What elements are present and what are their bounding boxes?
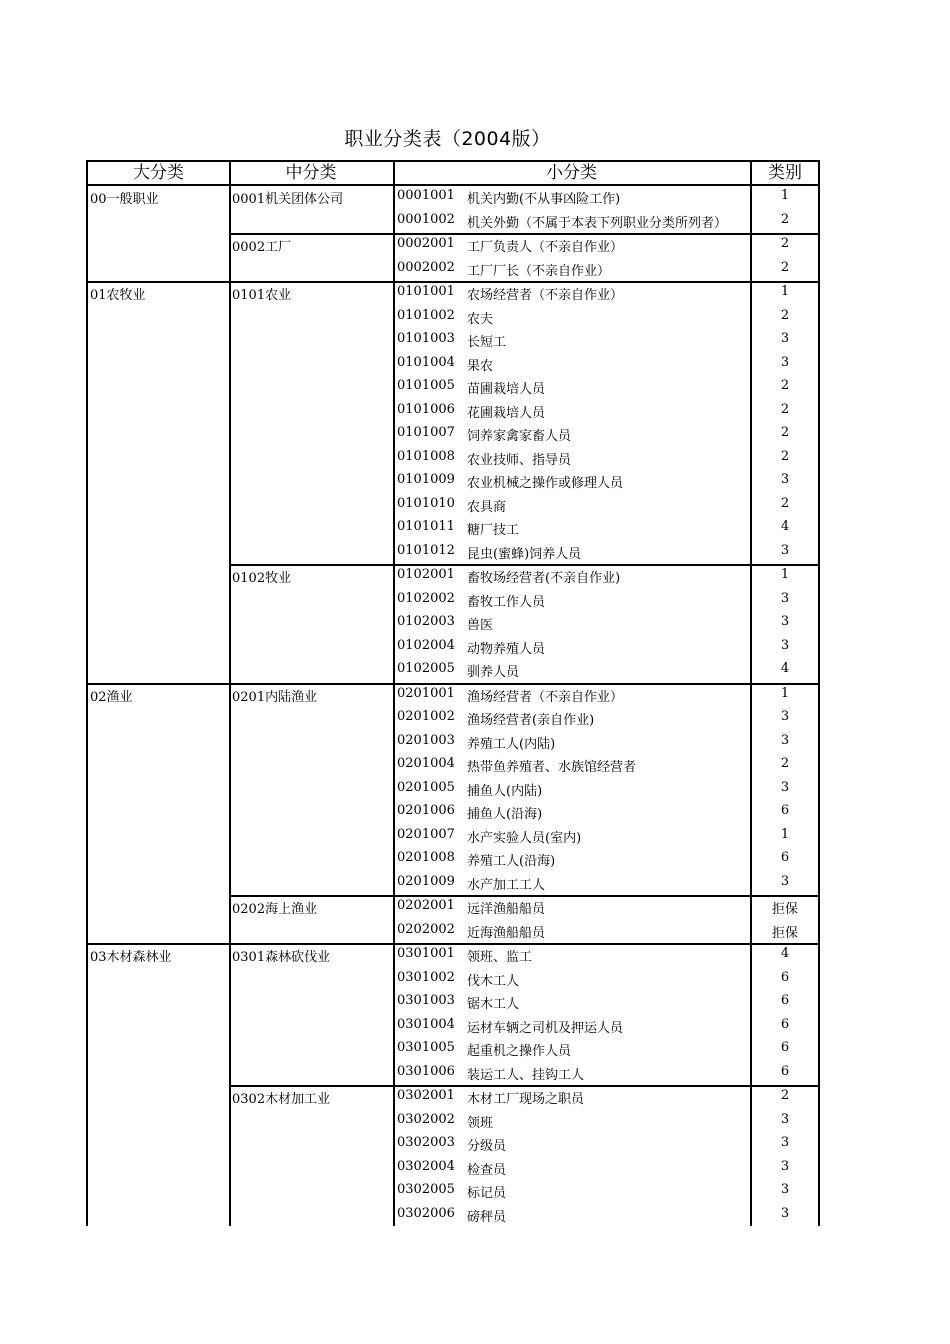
occupation-code: 0002001: [397, 236, 455, 251]
occupation-code: 0101009: [397, 472, 455, 487]
occupation-name: 畜牧工作人员: [467, 594, 546, 610]
risk-category: 2: [780, 756, 790, 771]
occupation-code: 0301002: [397, 969, 455, 985]
risk-category: 6: [780, 850, 790, 865]
occupation-name: 养殖工人(沿海): [467, 854, 556, 869]
table-row: [395, 1064, 818, 1088]
occupation-code: 0101007: [397, 425, 455, 440]
table-row: [395, 308, 818, 332]
middle-separator: [229, 564, 818, 566]
page-title: 职业分类表（2004版）: [344, 128, 551, 150]
table-row: [395, 993, 818, 1017]
major-separator: [88, 281, 818, 283]
table-row: [395, 638, 818, 662]
occupation-code: 0102002: [397, 590, 455, 606]
table-row: [395, 970, 818, 994]
table-row: [395, 614, 818, 638]
occupation-name: 机关外勤（不属于本表下列职业分类所列者）: [467, 215, 728, 231]
occupation-name: 兽医: [467, 618, 494, 633]
risk-category: 3: [780, 1135, 790, 1150]
table-row: [395, 1088, 818, 1112]
table-row: [395, 355, 818, 379]
occupation-name: 动物养殖人员: [467, 641, 546, 657]
occupation-name: 水产加工工人: [467, 877, 546, 893]
occupation-table: [86, 160, 820, 1226]
occupation-name: 工厂负责人（不亲自作业）: [467, 240, 624, 255]
occupation-code: 0201009: [397, 873, 455, 889]
risk-category: 3: [780, 1205, 790, 1221]
occupation-name: 昆虫(蜜蜂)饲养人员: [467, 546, 582, 562]
risk-category: 3: [780, 590, 790, 606]
risk-category: 3: [780, 1111, 790, 1127]
occupation-code: 0102001: [397, 567, 455, 582]
occupation-code: 0102003: [397, 614, 455, 629]
occupation-name: 水产实验人员(室内): [467, 830, 582, 846]
risk-category: 6: [780, 1063, 790, 1079]
table-row: [395, 709, 818, 733]
table-row: [395, 591, 818, 615]
occupation-name: 饲养家禽家畜人员: [467, 429, 572, 444]
risk-category: 拒保: [771, 925, 798, 941]
header-minor: 小分类: [546, 163, 597, 183]
table-row: [395, 898, 818, 922]
occupation-code: 0302005: [397, 1182, 455, 1197]
table-row: [395, 756, 818, 780]
table-row: [395, 260, 818, 284]
middle-separator: [229, 895, 818, 897]
occupation-name: 农业技师、指导员: [467, 452, 572, 468]
occupation-name: 驯养人员: [467, 665, 520, 680]
occupation-code: 0101003: [397, 331, 455, 346]
middle-category-label: 0302木材加工业: [232, 1092, 331, 1107]
risk-category: 3: [780, 614, 790, 629]
occupation-name: 磅秤员: [467, 1209, 507, 1225]
occupation-code: 0101005: [397, 378, 455, 393]
risk-category: 1: [780, 685, 790, 701]
major-category-label: 03木材森林业: [90, 950, 172, 965]
occupation-code: 0201006: [397, 803, 455, 818]
occupation-code: 0101012: [397, 542, 455, 558]
table-row: [395, 567, 818, 591]
risk-category: 3: [780, 637, 790, 653]
occupation-code: 0301006: [397, 1063, 455, 1079]
occupation-code: 0201004: [397, 756, 455, 771]
occupation-name: 捕鱼人(内陆): [467, 783, 543, 799]
risk-category: 3: [780, 354, 790, 370]
risk-category: 6: [780, 969, 790, 985]
risk-category: 3: [780, 1182, 790, 1197]
risk-category: 1: [780, 826, 790, 842]
major-category-label: 02渔业: [90, 689, 133, 705]
table-row: [395, 188, 818, 212]
occupation-name: 养殖工人(内陆): [467, 736, 556, 752]
occupation-code: 0201001: [397, 685, 455, 701]
table-row: [395, 733, 818, 757]
table-row: [395, 472, 818, 496]
table-row: [395, 922, 818, 946]
risk-category: 拒保: [771, 902, 798, 917]
risk-category: 2: [780, 259, 790, 275]
risk-category: 6: [780, 1016, 790, 1032]
occupation-code: 0101008: [397, 448, 455, 464]
table-row: [395, 543, 818, 567]
occupation-code: 0102005: [397, 661, 455, 676]
table-row: [395, 378, 818, 402]
occupation-code: 0201005: [397, 779, 455, 795]
table-row: [395, 1040, 818, 1064]
major-separator: [88, 943, 818, 945]
occupation-name: 热带鱼养殖者、水族馆经营者: [467, 760, 637, 775]
occupation-code: 0301003: [397, 993, 455, 1008]
middle-category-label: 0102牧业: [232, 571, 292, 586]
occupation-code: 0101001: [397, 284, 455, 299]
occupation-code: 0201003: [397, 732, 455, 748]
occupation-name: 远洋渔船船员: [467, 902, 546, 917]
table-row: [395, 425, 818, 449]
risk-category: 3: [780, 331, 790, 346]
occupation-name: 标记员: [467, 1186, 507, 1201]
occupation-name: 苗圃栽培人员: [467, 382, 546, 397]
occupation-code: 0102004: [397, 637, 455, 653]
risk-category: 4: [780, 946, 790, 961]
occupation-code: 0201007: [397, 826, 455, 842]
header-category: 类别: [768, 163, 802, 183]
occupation-name: 领班、监工: [467, 950, 533, 965]
occupation-name: 领班: [467, 1115, 494, 1131]
risk-category: 3: [780, 873, 790, 889]
table-row: [395, 284, 818, 308]
middle-category-label: 0101农业: [232, 288, 292, 303]
risk-category: 2: [780, 307, 790, 323]
risk-category: 2: [780, 425, 790, 440]
occupation-name: 畜牧场经营者(不亲自作业): [467, 571, 621, 586]
table-header: [88, 162, 818, 186]
occupation-code: 0101004: [397, 354, 455, 370]
risk-category: 2: [780, 211, 790, 227]
occupation-code: 0302002: [397, 1111, 455, 1127]
header-major: 大分类: [133, 163, 184, 183]
table-row: [395, 780, 818, 804]
table-row: [395, 1017, 818, 1041]
middle-separator: [229, 1085, 818, 1087]
table-row: [395, 1159, 818, 1183]
risk-category: 2: [780, 1088, 790, 1103]
major-category-label: 01农牧业: [90, 288, 146, 303]
table-row: [395, 946, 818, 970]
occupation-code: 0101010: [397, 495, 455, 511]
occupation-name: 装运工人、挂钩工人: [467, 1067, 585, 1083]
occupation-code: 0202002: [397, 921, 455, 937]
occupation-name: 运材车辆之司机及押运人员: [467, 1020, 624, 1036]
table-row: [395, 331, 818, 355]
occupation-name: 农业机械之操作或修理人员: [467, 476, 624, 491]
table-row: [395, 1112, 818, 1136]
middle-category-label: 0001机关团体公司: [232, 192, 344, 207]
occupation-name: 锯木工人: [467, 997, 520, 1012]
table-row: [395, 212, 818, 236]
risk-category: 2: [780, 378, 790, 393]
occupation-name: 渔场经营者(亲自作业): [467, 713, 595, 728]
occupation-name: 果农: [467, 358, 494, 374]
occupation-code: 0302003: [397, 1135, 455, 1150]
risk-category: 3: [780, 1158, 790, 1174]
occupation-code: 0302006: [397, 1205, 455, 1221]
major-category-label: 00一般职业: [90, 192, 159, 207]
risk-category: 3: [780, 709, 790, 724]
occupation-code: 0201008: [397, 850, 455, 865]
occupation-code: 0001002: [397, 211, 455, 227]
occupation-name: 工厂厂长（不亲自作业）: [467, 263, 611, 279]
occupation-code: 0301004: [397, 1016, 455, 1032]
occupation-name: 渔场经营者（不亲自作业）: [467, 689, 624, 705]
middle-category-label: 0202海上渔业: [232, 902, 318, 917]
occupation-code: 0302001: [397, 1088, 455, 1103]
table-row: [395, 827, 818, 851]
risk-category: 1: [780, 188, 790, 203]
risk-category: 1: [780, 567, 790, 582]
table-row: [395, 402, 818, 426]
risk-category: 2: [780, 401, 790, 417]
risk-category: 3: [780, 732, 790, 748]
column-divider: [229, 162, 231, 1226]
header-middle: 中分类: [285, 163, 337, 183]
table-row: [395, 449, 818, 473]
occupation-name: 检查员: [467, 1162, 507, 1178]
risk-category: 2: [780, 495, 790, 511]
occupation-name: 农夫: [467, 311, 494, 327]
risk-category: 2: [780, 448, 790, 464]
occupation-name: 农具商: [467, 499, 507, 515]
occupation-code: 0101006: [397, 401, 455, 417]
occupation-name: 糖厂技工: [467, 523, 520, 538]
risk-category: 3: [780, 472, 790, 487]
risk-category: 1: [780, 284, 790, 299]
table-row: [395, 874, 818, 898]
risk-category: 6: [780, 993, 790, 1008]
table-row: [395, 686, 818, 710]
occupation-name: 长短工: [467, 335, 507, 350]
risk-category: 4: [780, 519, 790, 534]
occupation-name: 起重机之操作人员: [467, 1044, 572, 1059]
middle-category-label: 0002工厂: [232, 240, 292, 255]
occupation-name: 近海渔船船员: [467, 925, 546, 941]
major-separator: [88, 683, 818, 685]
middle-category-label: 0301森林砍伐业: [232, 950, 331, 965]
occupation-code: 0101011: [397, 519, 455, 534]
occupation-name: 分级员: [467, 1139, 507, 1154]
risk-category: 6: [780, 1040, 790, 1055]
occupation-code: 0301001: [397, 946, 455, 961]
occupation-name: 农场经营者（不亲自作业）: [467, 288, 624, 303]
risk-category: 2: [780, 236, 790, 251]
risk-category: 4: [780, 661, 790, 676]
occupation-name: 伐木工人: [467, 973, 520, 989]
occupation-name: 捕鱼人(沿海): [467, 807, 543, 822]
table-row: [395, 1206, 818, 1230]
table-row: [395, 803, 818, 827]
occupation-code: 0302004: [397, 1158, 455, 1174]
occupation-name: 木材工厂现场之职员: [467, 1092, 585, 1107]
middle-category-label: 0201内陆渔业: [232, 689, 318, 705]
table-row: [395, 850, 818, 874]
occupation-name: 机关内勤(不从事凶险工作): [467, 192, 621, 207]
risk-category: 3: [780, 779, 790, 795]
occupation-code: 0001001: [397, 188, 455, 203]
occupation-name: 花圃栽培人员: [467, 405, 546, 421]
table-row: [395, 519, 818, 543]
table-row: [395, 236, 818, 260]
risk-category: 3: [780, 542, 790, 558]
occupation-code: 0201002: [397, 709, 455, 724]
occupation-code: 0101002: [397, 307, 455, 323]
occupation-code: 0202001: [397, 898, 455, 913]
table-row: [395, 496, 818, 520]
occupation-code: 0301005: [397, 1040, 455, 1055]
risk-category: 6: [780, 803, 790, 818]
table-row: [395, 1135, 818, 1159]
table-row: [395, 1182, 818, 1206]
table-row: [395, 661, 818, 685]
occupation-code: 0002002: [397, 259, 455, 275]
middle-separator: [229, 233, 818, 235]
